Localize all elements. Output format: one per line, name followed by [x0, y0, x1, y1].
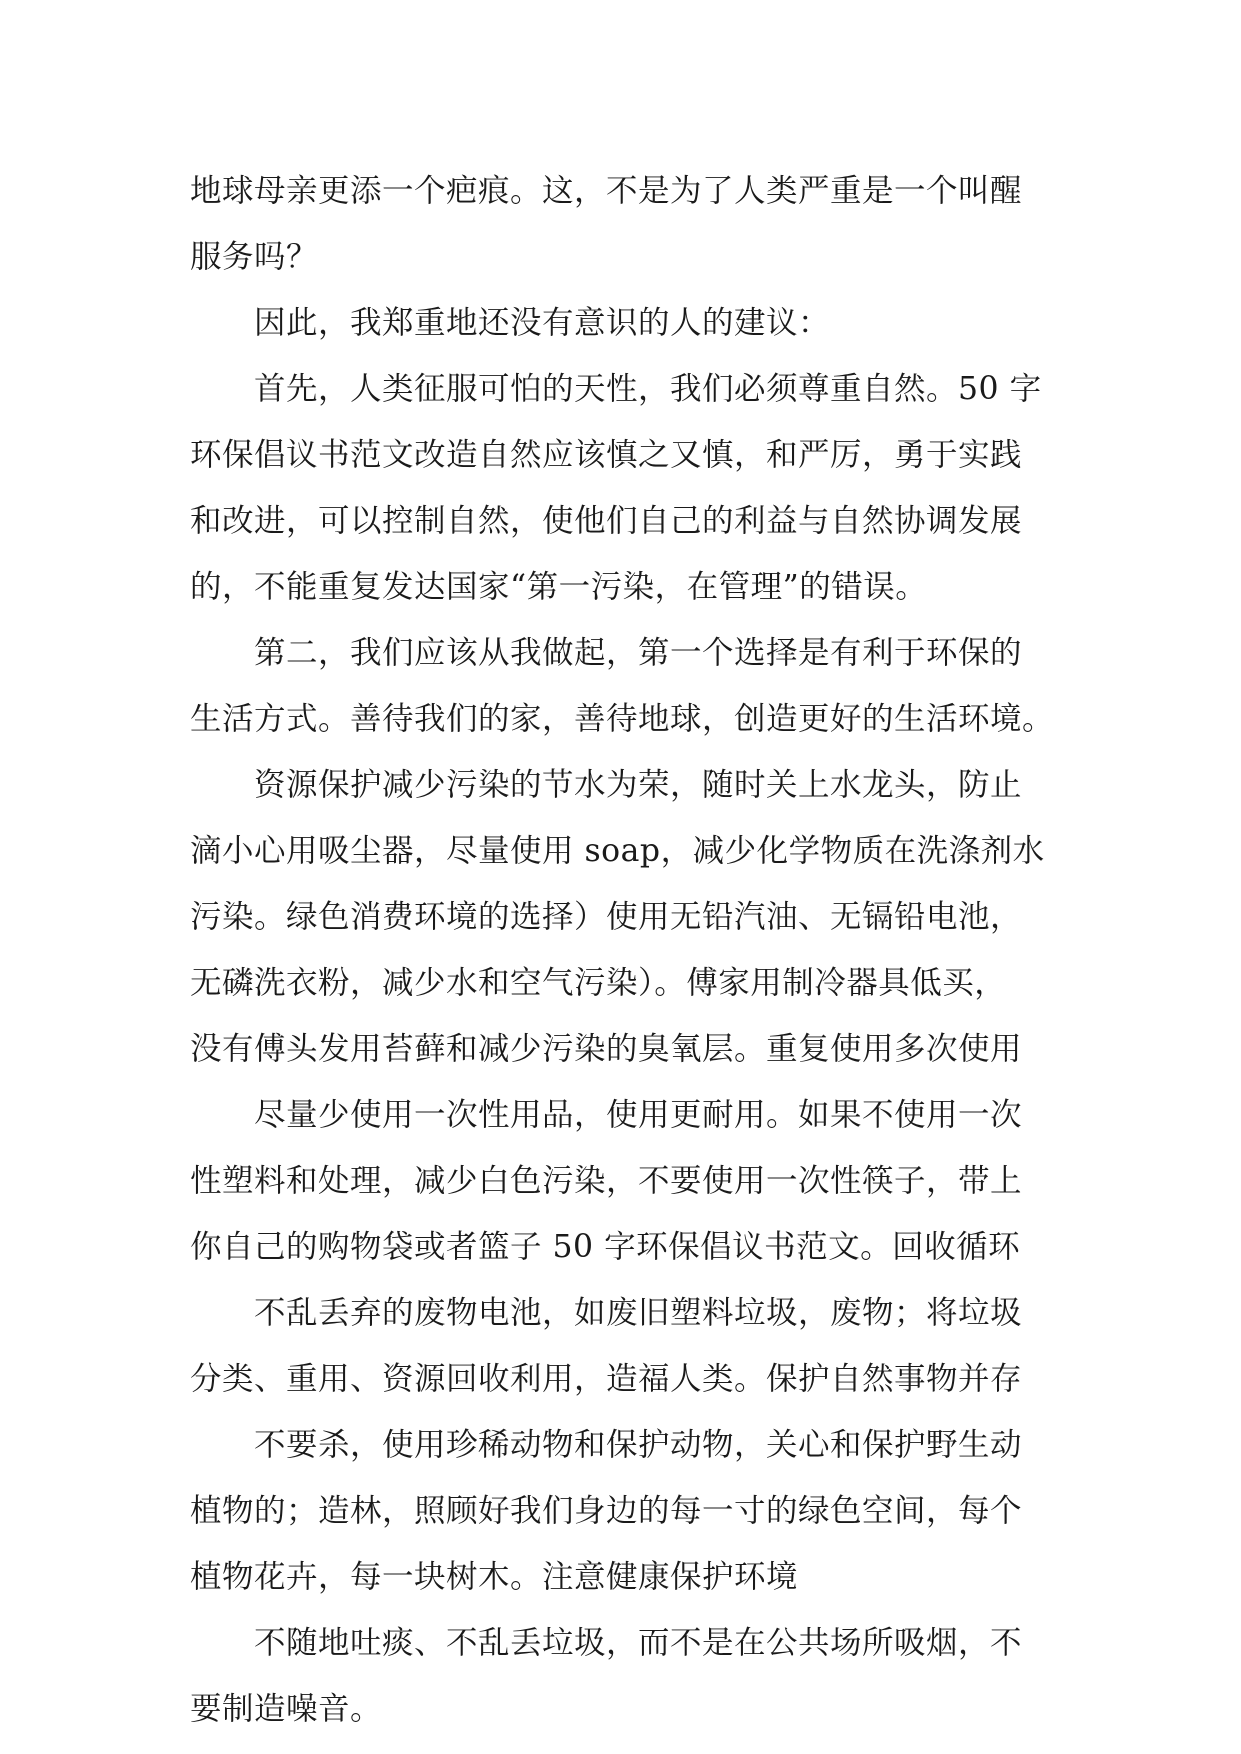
text-line: 不要杀，使用珍稀动物和保护动物，关心和保护野生动 [254, 1427, 1023, 1463]
text-line: 资源保护减少污染的节水为荣，随时关上水龙头，防止 [254, 767, 1023, 803]
text-line: 的，不能重复发达国家“第一污染，在管理”的错误。 [190, 569, 928, 605]
text-line: 无磷洗衣粉，减少水和空气污染）。傅家用制冷器具低买， [190, 965, 1007, 1001]
text-line: 要制造噪音。 [190, 1691, 383, 1727]
text-line: 污染。绿色消费环境的选择）使用无铅汽油、无镉铅电池， [190, 899, 1023, 935]
text-line: 地球母亲更添一个疤痕。这，不是为了人类严重是一个叫醒 [190, 173, 1023, 209]
text-line: 植物的；造林，照顾好我们身边的每一寸的绿色空间，每个 [190, 1493, 1023, 1529]
text-line: 尽量少使用一次性用品，使用更耐用。如果不使用一次 [254, 1097, 1023, 1133]
text-line: 服务吗？ [190, 239, 319, 275]
text-line: 植物花卉，每一块树木。注意健康保护环境 [190, 1559, 799, 1595]
text-line: 和改进，可以控制自然，使他们自己的利益与自然协调发展 [190, 503, 1023, 539]
body-text [190, 158, 1058, 1742]
text-line: 性塑料和处理，减少白色污染，不要使用一次性筷子，带上 [190, 1163, 1023, 1199]
text-line: 分类、重用、资源回收利用，造福人类。保护自然事物并存 [190, 1361, 1023, 1397]
text-line: 第二，我们应该从我做起，第一个选择是有利于环保的 [254, 635, 1023, 671]
text-line: 不随地吐痰、不乱丢垃圾，而不是在公共场所吸烟，不 [254, 1625, 1023, 1661]
text-line: 环保倡议书范文改造自然应该慎之又慎，和严厉，勇于实践 [190, 437, 1023, 473]
text-line: 首先，人类征服可怕的天性，我们必须尊重自然。50 字 [254, 371, 1042, 407]
text-line: 没有傅头发用苔藓和减少污染的臭氧层。重复使用多次使用 [190, 1031, 1023, 1067]
text-line: 不乱丢弃的废物电池，如废旧塑料垃圾，废物；将垃圾 [254, 1295, 1023, 1331]
text-line: 生活方式。善待我们的家，善待地球，创造更好的生活环境。 [190, 701, 1055, 737]
text-line: 你自己的购物袋或者篮子 50 字环保倡议书范文。回收循环 [190, 1229, 1021, 1265]
text-line: 滴小心用吸尘器，尽量使用 soap，减少化学物质在洗涤剂水 [190, 833, 1045, 869]
text-line: 因此，我郑重地还没有意识的人的建议： [254, 305, 831, 341]
